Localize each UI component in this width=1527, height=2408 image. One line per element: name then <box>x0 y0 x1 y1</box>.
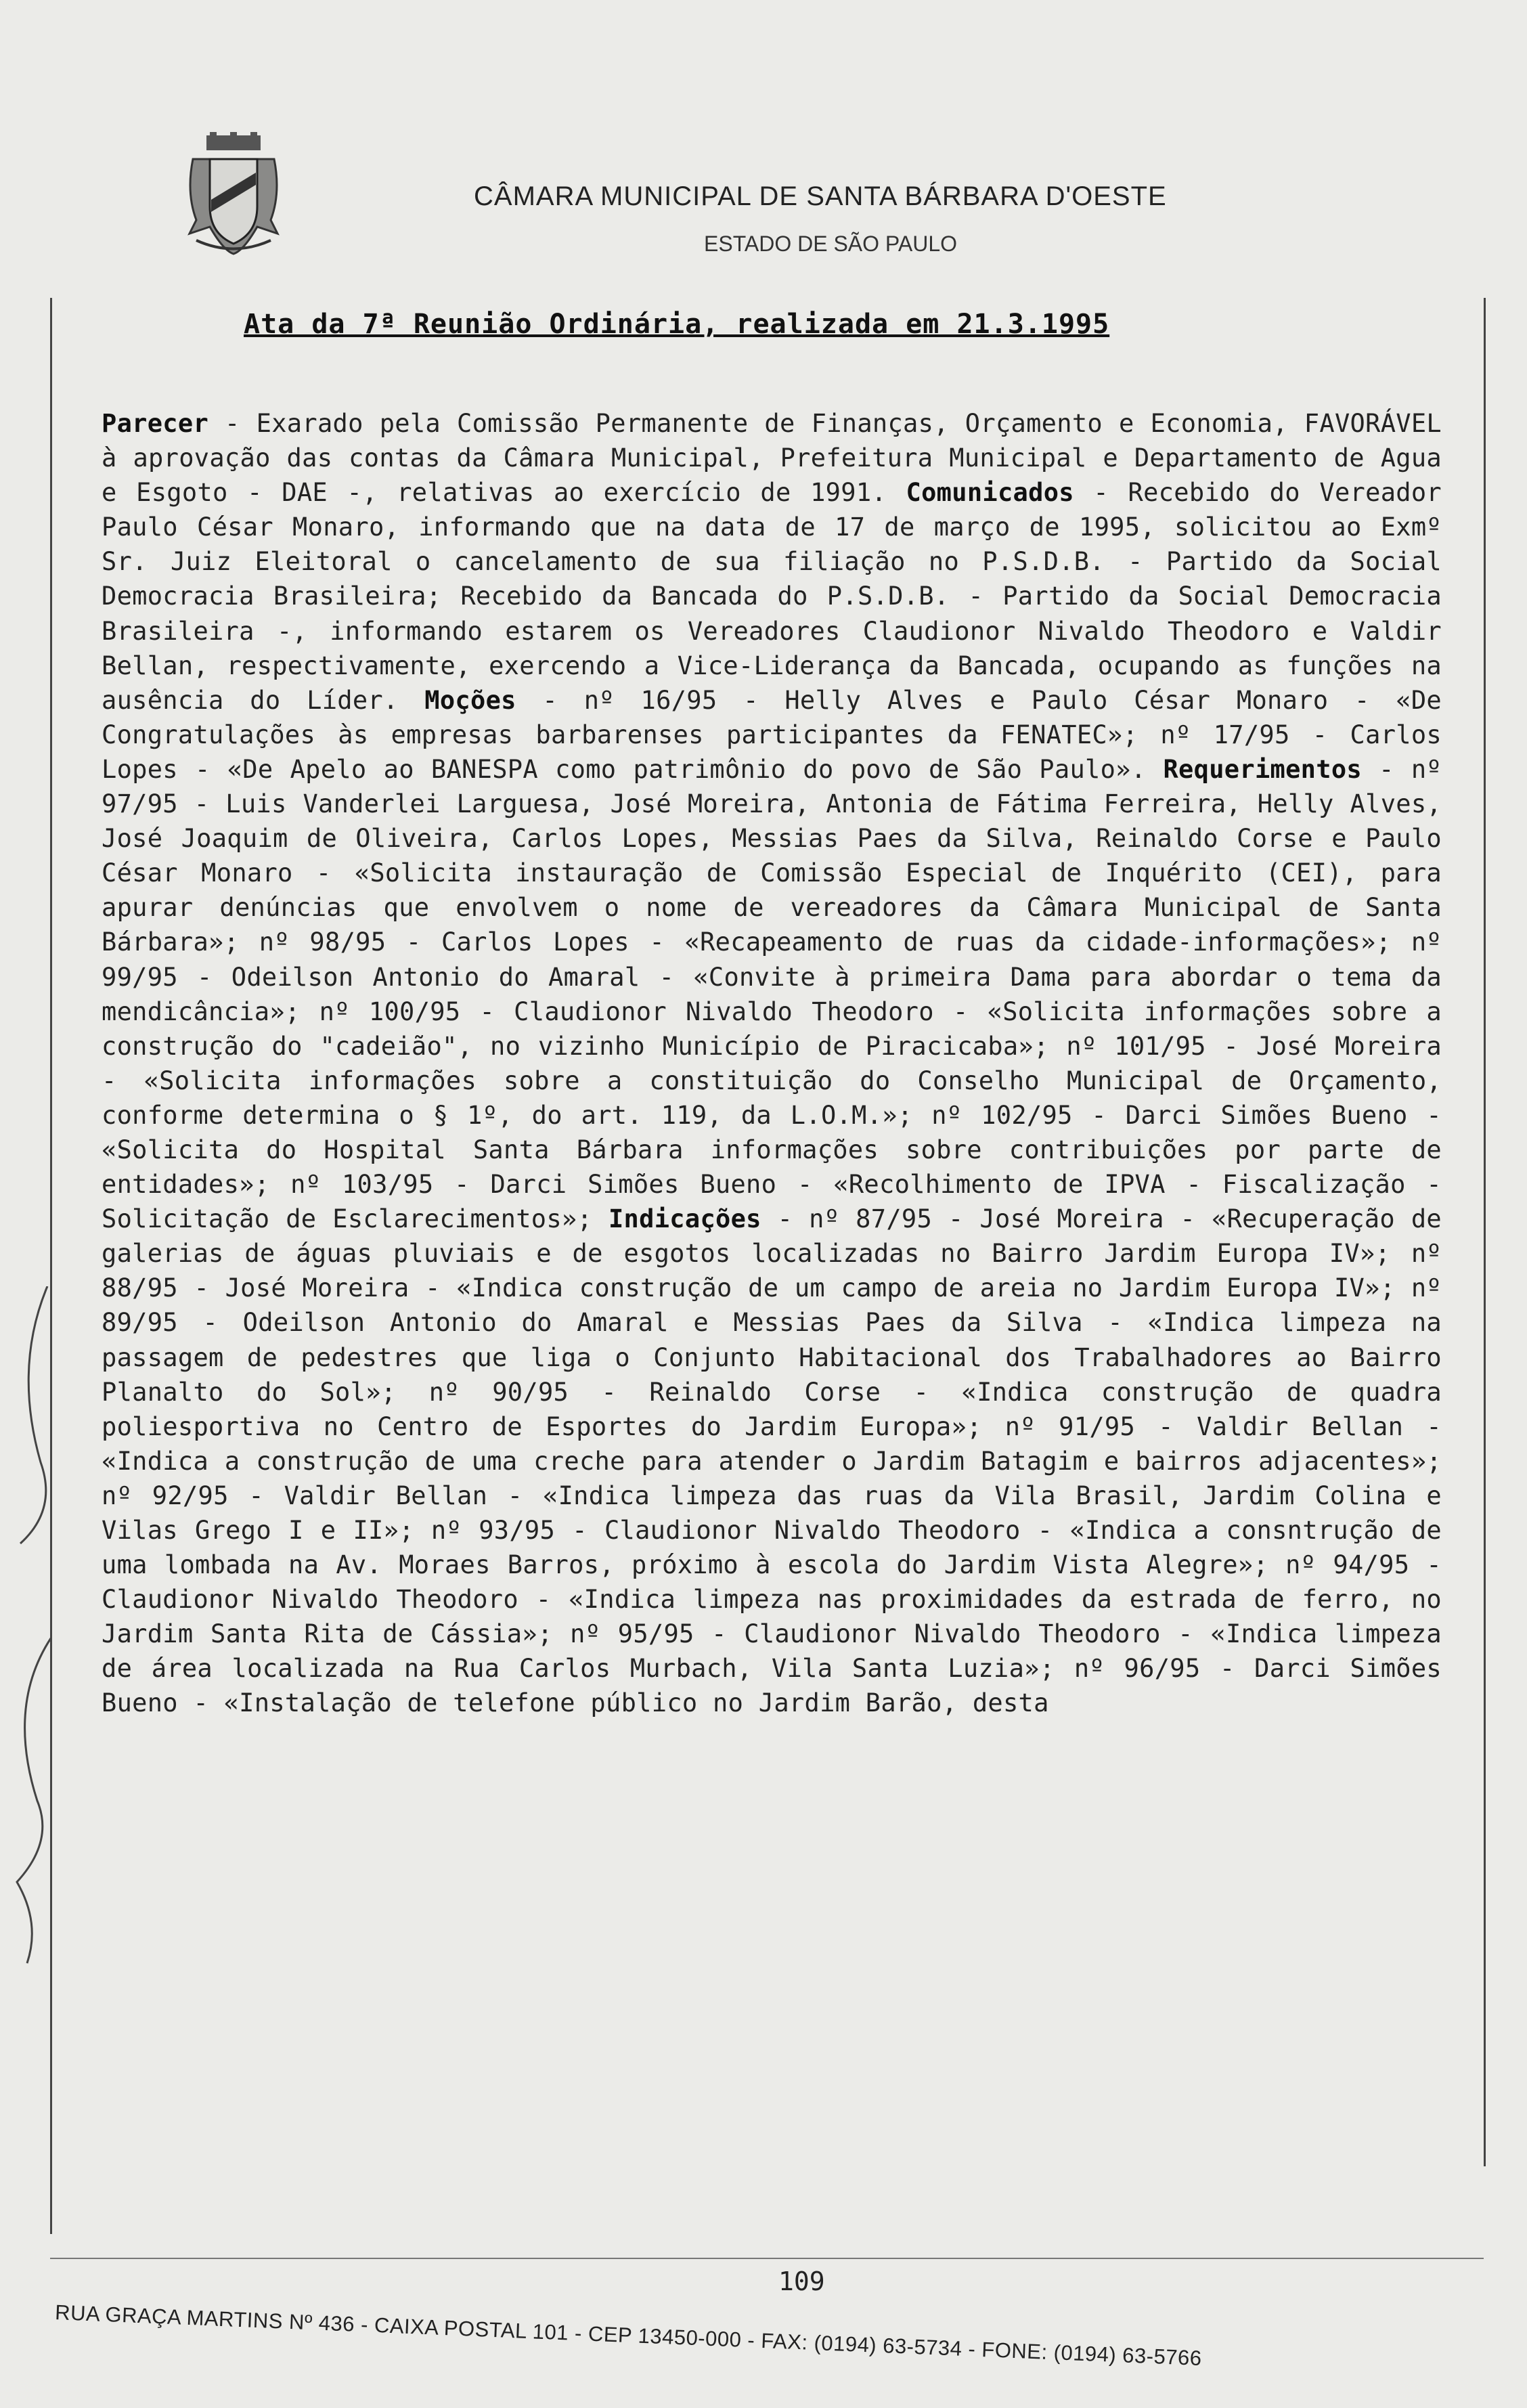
indicacoes-text: - nº 87/95 - José Moreira - «Recuperação de galerias de águas pluviais e de esgotos localizadas no Bairro Jardim Europa IV»; nº 88/95 - José Moreira - «Indica construção de um campo de areia no Jardim Europa IV»; nº 89/95 - Odeilson Antonio do Amaral e Messias Paes da Silva - «Indica limpeza na passagem de pedestres que liga o Conjunto Habitacional dos Trabalhadores ao Bairro Planalto do Sol»; nº 90/95 - Reinaldo Corse - «Indica construção de quadra poliesportiva no Centro de Esportes do Jardim Europa»; nº 91/95 - Valdir Bellan - «Indica a construção de uma creche para atender o Jardim Batagim e bairros adjacentes»; nº 92/95 - Valdir Bellan - «Indica limpeza das ruas da Vila Brasil, Jardim Colina e Vilas Grego I e II»; nº 93/95 - Claudionor Nivaldo Theodoro - «Indica a consntrução de uma lombada na Av. Moraes Barros, próximo à escola do Jardim Vista Alegre»; nº 94/95 - Claudionor Nivaldo Theodoro - «Indica limpeza nas proximidades da estrada de ferro, no Jardim Santa Rita de Cássia»; nº 95/95 - Claudionor Nivaldo Theodoro - «Indica limpeza de área localizada na Rua Carlos Murbach, Vila Santa Luzia»; nº 96/95 - Darci Simões Bueno - «Instalação de telefone público no Jardim Barão, desta <box>102 1204 1442 1718</box>
institution-state: ESTADO DE SÃO PAULO <box>704 232 958 256</box>
margin-signature-mark <box>0 1286 61 2099</box>
parecer-text: - Exarado pela Comissão Permanente de Finanças, Orçamento e Economia, FAVORÁVEL à aprovação das contas da Câmara Municipal, Prefeitura Municipal e Departamento de Agua e Esgoto - DAE -, relativas ao exercício de 1991. <box>102 409 1442 508</box>
comunicados-label: Comunicados <box>906 478 1074 508</box>
requerimentos-text: - nº 97/95 - Luis Vanderlei Larguesa, José Moreira, Antonia de Fátima Ferreira, Helly Alves, José Joaquim de Oliveira, Carlos Lopes, Messias Paes da Silva, Reinaldo Corse e Paulo César Monaro - «Solicita instauração de Comissão Especial de Inquérito (CEI), para apurar denúncias que envolvem o nome de vereadores da Câmara Municipal de Santa Bárbara»; nº 98/95 - Carlos Lopes - «Recapeamento de ruas da cidade-informações»; nº 99/95 - Odeilson Antonio do Amaral - «Convite à primeira Dama para abordar o tema da mendicância»; nº 100/95 - Claudionor Nivaldo Theodoro - «Solicita informações sobre a construção do "cadeião", no vizinho Município de Piracicaba»; nº 101/95 - José Moreira - «Solicita informações sobre a constituição do Conselho Municipal de Orçamento, conforme determina o § 1º, do art. 119, da L.O.M.»; nº 102/95 - Darci Simões Bueno - «Solicita do Hospital Santa Bárbara informações sobre contribuições por parte de entidades»; nº 103/95 - Darci Simões Bueno - «Recolhimento de IPVA - Fiscalização - Solicitação de Esclarecimentos»; <box>102 754 1442 1234</box>
bottom-rule <box>50 2258 1484 2259</box>
footer-address: RUA GRAÇA MARTINS Nº 436 - CAIXA POSTAL 101 - CEP 13450-000 - FAX: (0194) 63-5734 - FONE: (0194) 63-5766 <box>54 2300 1203 2371</box>
institution-name: CÂMARA MUNICIPAL DE SANTA BÁRBARA D'OESTE <box>474 181 1167 211</box>
indicacoes-label: Indicações <box>608 1204 761 1234</box>
requerimentos-label: Requerimentos <box>1163 754 1362 784</box>
document-title: Ata da 7ª Reunião Ordinária, realizada em 21.3.1995 <box>244 309 1110 340</box>
mocoes-text: - nº 16/95 - Helly Alves e Paulo César Monaro - «De Congratulações às empresas barbarenses participantes da FENATEC»; nº 17/95 - Carlos Lopes - «De Apelo ao BANESPA como patrimônio do povo de São Paulo». <box>102 685 1442 784</box>
minutes-body <box>102 406 1442 1721</box>
parecer-label: Parecer <box>102 409 209 438</box>
comunicados-text: - Recebido do Vereador Paulo César Monaro, informando que na data de 17 de março de 1995, solicitou ao Exmº Sr. Juiz Eleitoral o cancelamento de sua filiação no P.S.D.B. - Partido da Social Democracia Brasileira; Recebido da Bancada do P.S.D.B. - Partido da Social Democracia Brasileira -, informando estarem os Vereadores Claudionor Nivaldo Theodoro e Valdir Bellan, respectivamente, exercendo a Vice-Liderança da Bancada, ocupando as funções na ausência do Líder. <box>102 478 1442 715</box>
right-margin-rule <box>1484 298 1486 2166</box>
mocoes-label: Moções <box>424 685 516 715</box>
page-number: 109 <box>778 2267 825 2296</box>
municipal-coat-of-arms-icon <box>183 132 284 261</box>
